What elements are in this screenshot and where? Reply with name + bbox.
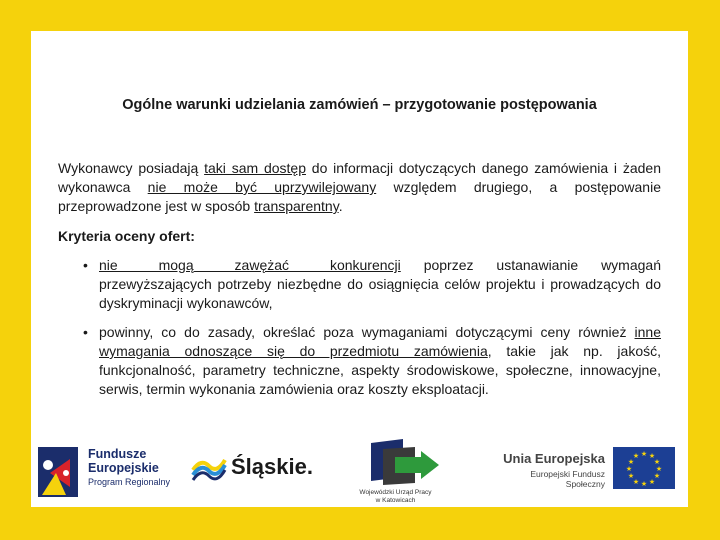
eu-logo — [495, 447, 685, 497]
text-run: . — [338, 198, 343, 214]
svg-text:★: ★ — [648, 478, 656, 486]
text-run: Wykonawcy posiadają — [58, 160, 205, 176]
text-run: względem drugiego, a postępowanie przeprowadzone jest w sposób — [58, 179, 661, 214]
svg-text:★: ★ — [625, 465, 633, 473]
underlined-text: inne wymagania odnoszące się do przedmiotu zamówienia — [99, 324, 661, 359]
text-run: , takie jak np. jakość, funkcjonalność, parametry techniczne, aspekty środowiskowe, społeczne, innowacyjne, serwis, termin wykonania zamówienia oraz koszty eksploatacji. — [99, 343, 661, 397]
svg-text:★: ★ — [653, 472, 661, 480]
text-run: powinny, co do zasady, określać poza wymaganiami dotyczącymi ceny również — [99, 324, 635, 340]
underlined-text: nie może być uprzywilejowany — [147, 179, 377, 195]
svg-text:★: ★ — [653, 458, 661, 466]
wup-line2: w Katowicach — [375, 497, 416, 504]
fe-star-icon — [36, 443, 82, 501]
text-run: do informacji dotyczących danego zamówienia i żaden wykonawca — [58, 160, 661, 195]
text-run: poprzez ustanawianie wymagań przewyższających potrzeby niezbędne do osiągnięcia celów projektu i prowadzących do dyskryminacji wykonawców, — [99, 257, 661, 311]
fe-line2: Europejskie — [88, 461, 159, 475]
criteria-heading: Kryteria oceny ofert: — [58, 228, 195, 244]
slaskie-text: Śląskie. — [231, 454, 313, 479]
svg-text:★: ★ — [632, 452, 640, 460]
svg-text:★: ★ — [655, 465, 663, 473]
slaskie-wave-icon — [191, 448, 227, 484]
intro-paragraph — [58, 159, 661, 216]
fe-line1: Fundusze — [88, 447, 147, 461]
svg-text:★: ★ — [640, 480, 648, 488]
eu-flag-icon — [613, 447, 675, 489]
fundusze-europejskie-logo — [36, 443, 176, 501]
svg-text:★: ★ — [627, 458, 635, 466]
wup-logo — [343, 437, 448, 507]
wup-arrows-icon — [343, 437, 448, 489]
svg-text:★: ★ — [632, 478, 640, 486]
eu-subtitle: Europejski Fundusz Społeczny — [530, 469, 605, 489]
list-item — [83, 323, 661, 399]
slide — [31, 31, 688, 507]
list-item — [83, 256, 661, 313]
svg-text:★: ★ — [640, 450, 648, 458]
slide-title: Ogólne warunki udzielania zamówień – przygotowanie postępowania — [122, 97, 597, 113]
underlined-text: taki sam dostęp — [204, 160, 306, 176]
logo-footer — [31, 433, 688, 507]
fe-line3: Program Regionalny — [88, 477, 171, 487]
underlined-text: transparentny — [254, 198, 339, 214]
svg-text:★: ★ — [648, 452, 656, 460]
underlined-text: nie mogą zawężać konkurencji — [99, 257, 401, 273]
eu-title: Unia Europejska — [503, 451, 605, 466]
svg-text:★: ★ — [627, 472, 635, 480]
slaskie-logo — [191, 448, 311, 488]
wup-line1: Wojewódzki Urząd Pracy — [359, 489, 432, 496]
